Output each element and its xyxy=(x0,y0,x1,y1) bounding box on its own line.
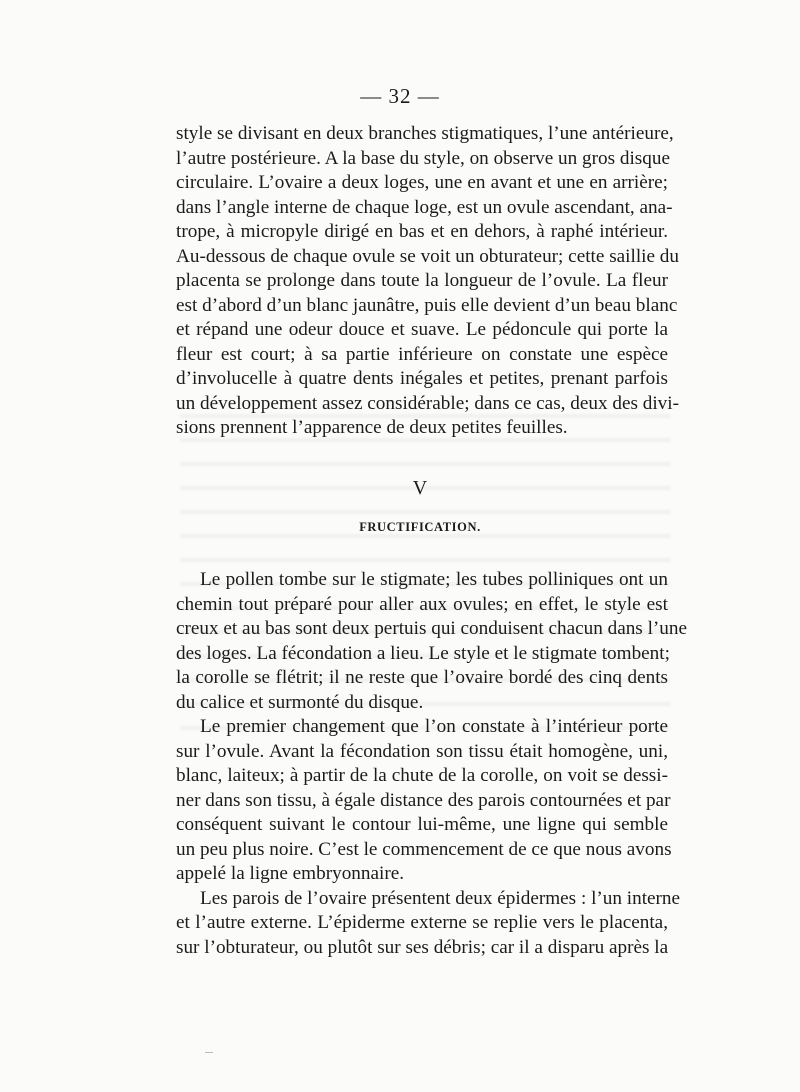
text-line: l’autre postérieure. A la base du style, on observe un gros disque xyxy=(176,147,670,169)
text-line: trope, à micropyle dirigé en bas et en dehors, à raphé intérieur. xyxy=(176,221,668,242)
text-line: Le premier changement que l’on constate à l’intérieur porte xyxy=(200,716,668,737)
text-line: appelé la ligne embryonnaire. xyxy=(176,863,405,884)
section-number: V xyxy=(412,477,428,499)
text-line: sions prennent l’apparence de deux petites feuilles. xyxy=(176,417,568,438)
text-line: Au-dessous de chaque ovule se voit un obturateur; cette saillie du xyxy=(176,245,679,267)
text-line: du calice et surmonté du disque. xyxy=(176,691,424,713)
text-line: est d’abord d’un blanc jaunâtre, puis elle devient d’un beau blanc xyxy=(176,294,678,316)
paragraph-3 xyxy=(176,715,672,887)
page-number: — 32 — xyxy=(360,84,440,108)
text-line: et l’autre externe. L’épiderme externe se replie vers le placenta, xyxy=(176,912,668,933)
text-line: dans l’angle interne de chaque loge, est un ovule ascendant, ana- xyxy=(176,196,673,218)
text-line: un développement assez considérable; dans ce cas, deux des divi- xyxy=(176,392,679,414)
text-line: ner dans son tissu, à égale distance des parois contournées et par xyxy=(176,789,671,811)
text-line: sur l’ovule. Avant la fécondation son tissu était homogène, uni, xyxy=(176,740,668,762)
text-line: style se divisant en deux branches stigmatiques, l’une antérieure, xyxy=(176,123,674,144)
text-line: des loges. La fécondation a lieu. Le style et le stigmate tombent; xyxy=(176,642,670,664)
text-line: d’involucelle à quatre dents inégales et petites, prenant parfois xyxy=(176,368,668,389)
text-line: blanc, laiteux; à partir de la chute de la corolle, on voit se dessi- xyxy=(176,765,668,786)
text-line: conséquent suivant le contour lui-même, une ligne qui semble xyxy=(176,814,668,835)
paragraph-4 xyxy=(176,887,681,961)
paragraph-1 xyxy=(176,122,679,441)
text-line: sur l’obturateur, ou plutôt sur ses débris; car il a disparu après la xyxy=(176,936,669,958)
text-line: la corolle se flétrit; il ne reste que l’ovaire bordé des cinq dents xyxy=(176,667,668,688)
paragraph-2 xyxy=(176,568,687,715)
text-line: creux et au bas sont deux pertuis qui conduisent chacun dans l’une xyxy=(176,618,687,639)
text-line: un peu plus noire. C’est le commencement de ce que nous avons xyxy=(176,838,672,860)
text-line: circulaire. L’ovaire a deux loges, une en avant et une en arrière; xyxy=(176,172,668,193)
margin-mark xyxy=(205,1052,213,1053)
text-line: Le pollen tombe sur le stigmate; les tubes polliniques ont un xyxy=(200,569,668,590)
text-line: placenta se prolonge dans toute la longueur de l’ovule. La fleur xyxy=(176,270,668,291)
text-line: fleur est court; à sa partie inférieure on constate une espèce xyxy=(176,343,668,365)
text-line: Les parois de l’ovaire présentent deux épidermes : l’un interne xyxy=(200,887,681,909)
text-line: et répand une odeur douce et suave. Le pédoncule qui porte la xyxy=(176,319,668,340)
text-line: chemin tout préparé pour aller aux ovules; en effet, le style est xyxy=(176,593,668,615)
paragraphs-block xyxy=(176,568,687,960)
section-title: FRUCTIFICATION. xyxy=(359,520,481,534)
